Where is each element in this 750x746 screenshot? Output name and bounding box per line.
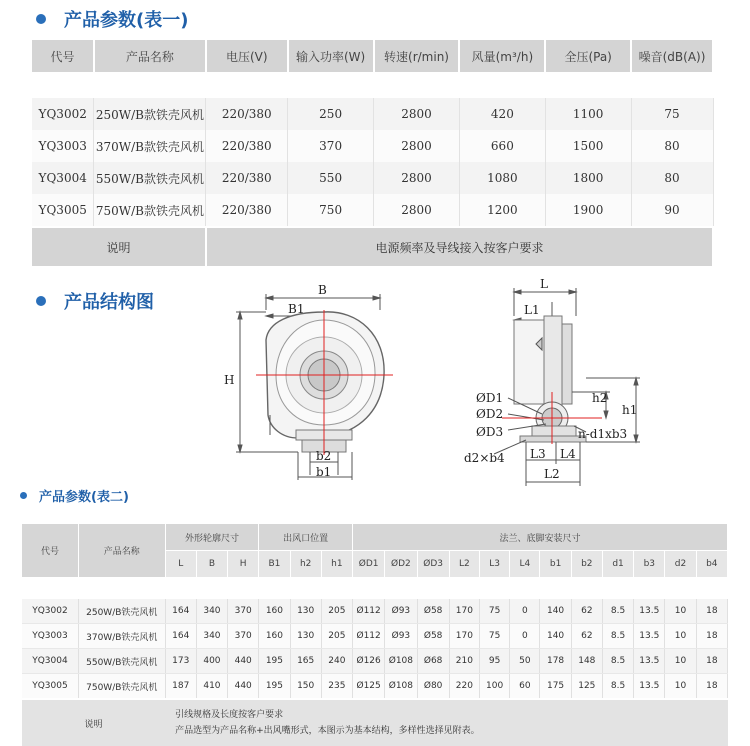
table-row [22, 674, 728, 700]
table1-note-label: 说明 [32, 227, 206, 266]
table-row [32, 194, 713, 227]
table2-cell: 50 [510, 649, 540, 674]
table2-cell: 410 [196, 674, 227, 700]
table2-cell: 205 [321, 624, 352, 649]
dim-label-n: n-d1xb3 [578, 427, 628, 441]
table2-cell: Ø126 [353, 649, 385, 674]
table2-cell: 210 [449, 649, 479, 674]
table2-cell: YQ3004 [22, 649, 78, 674]
table1-header-cell: 输入功率(W) [288, 40, 374, 72]
table2-cell: 62 [571, 624, 602, 649]
table2-cell: 10 [665, 674, 696, 700]
table1-cell: 420 [459, 98, 545, 130]
table2-cell: 550W/B铁壳风机 [78, 649, 165, 674]
table2-header-name: 产品名称 [78, 524, 165, 577]
table2-cell: Ø93 [385, 599, 417, 624]
table1-cell: 80 [631, 162, 713, 194]
table1-cell: YQ3003 [32, 130, 94, 162]
table-row [22, 649, 728, 674]
table2-cell: 340 [196, 599, 227, 624]
side-view-drawing [462, 276, 652, 488]
dim-label-L: L [540, 277, 548, 291]
table2-cell: Ø58 [417, 624, 449, 649]
table2-cell: 125 [571, 674, 602, 700]
table2-cell: 75 [480, 599, 510, 624]
table1-cell: 750W/B款铁壳风机 [94, 194, 206, 227]
table1-cell: 370 [288, 130, 374, 162]
table2-note-text [165, 699, 727, 746]
table2-subheader-cell: B1 [259, 551, 290, 578]
dim-label-B1: B1 [288, 302, 305, 316]
table2-cell: 187 [165, 674, 196, 700]
dim-label-H: H [224, 373, 235, 387]
table2-cell: 0 [510, 599, 540, 624]
table2-subheader-cell: H [228, 551, 259, 578]
table2-cell: 10 [665, 599, 696, 624]
table1-note-row [32, 227, 713, 266]
table1-cell: 220/380 [206, 98, 288, 130]
table2-subheader-cell: b4 [696, 551, 727, 578]
table2-subheader-cell: b1 [540, 551, 571, 578]
table2-header-group-outlet: 出风口位置 [259, 524, 353, 551]
dim-label-b2: b2 [316, 449, 332, 463]
table1-cell: 220/380 [206, 162, 288, 194]
table2-cell: 440 [228, 674, 259, 700]
table2-header-group-outline: 外形轮廓尺寸 [165, 524, 259, 551]
table1-cell: YQ3005 [32, 194, 94, 227]
table-row [32, 130, 713, 162]
table1-header-cell: 全压(Pa) [545, 40, 631, 72]
table2-cell: 10 [665, 624, 696, 649]
dim-label-L4: L4 [560, 447, 576, 461]
table1-cell: 1080 [459, 162, 545, 194]
table1-note-text: 电源频率及导线接入按客户要求 [206, 227, 713, 266]
table2-cell: 235 [321, 674, 352, 700]
table2-cell: Ø112 [353, 599, 385, 624]
table2-cell: 195 [259, 649, 290, 674]
table1-cell: 370W/B款铁壳风机 [94, 130, 206, 162]
table2-cell: YQ3002 [22, 599, 78, 624]
table-row [32, 98, 713, 130]
table1-header-cell: 产品名称 [94, 40, 206, 72]
table2-cell: 750W/B铁壳风机 [78, 674, 165, 700]
table2-cell: 8.5 [602, 624, 633, 649]
table2-cell: 164 [165, 624, 196, 649]
dim-label-D1: ØD1 [476, 391, 504, 405]
table2-cell: Ø112 [353, 624, 385, 649]
table2-cell: Ø108 [385, 649, 417, 674]
table2-cell: Ø68 [417, 649, 449, 674]
table2-cell: 205 [321, 599, 352, 624]
table2-cell: 18 [696, 674, 727, 700]
section-title-table1 [36, 6, 188, 32]
table2-cell: 0 [510, 624, 540, 649]
table2-subheader-cell: b3 [634, 551, 665, 578]
table2-cell: 370 [228, 624, 259, 649]
table2-cell: 140 [540, 599, 571, 624]
table2-note-label: 说明 [22, 699, 165, 746]
table1-cell: 660 [459, 130, 545, 162]
table2-subheader-cell: ØD1 [353, 551, 385, 578]
table1-header-cell: 代号 [32, 40, 94, 72]
section-title-table2 [20, 486, 129, 505]
dim-label-D2: ØD2 [476, 407, 504, 421]
table1-header-cell: 风量(m³/h) [459, 40, 545, 72]
table1-cell: 1500 [545, 130, 631, 162]
bullet-icon [36, 296, 46, 306]
table1-cell: 250W/B款铁壳风机 [94, 98, 206, 130]
table2-cell: 75 [480, 624, 510, 649]
table2-cell: 130 [290, 599, 321, 624]
table2-cell: 340 [196, 624, 227, 649]
dim-label-L2: L2 [544, 467, 560, 481]
table2-cell: Ø93 [385, 624, 417, 649]
table2-cell: 164 [165, 599, 196, 624]
table2-cell: 370 [228, 599, 259, 624]
table2-cell: 150 [290, 674, 321, 700]
table2-cell: 18 [696, 624, 727, 649]
table2-cell: 130 [290, 624, 321, 649]
table1-cell: 550W/B款铁壳风机 [94, 162, 206, 194]
table1-cell: 1200 [459, 194, 545, 227]
table2-subheader-cell: b2 [571, 551, 602, 578]
dim-label-b1: b1 [316, 465, 332, 479]
table2-cell: YQ3003 [22, 624, 78, 649]
table2-cell: 170 [449, 624, 479, 649]
table2-subheader-cell: L3 [480, 551, 510, 578]
table1-cell: 75 [631, 98, 713, 130]
dim-label-h2: h2 [592, 391, 608, 405]
table2-subheader-cell: d2 [665, 551, 696, 578]
table2-cell: 175 [540, 674, 571, 700]
table2-subheader-cell: L2 [449, 551, 479, 578]
table2-header-row [22, 524, 728, 551]
table1-cell: YQ3002 [32, 98, 94, 130]
table-row [22, 624, 728, 649]
table2-cell: 250W/B铁壳风机 [78, 599, 165, 624]
table2-cell: 195 [259, 674, 290, 700]
table2-cell: 18 [696, 599, 727, 624]
table1-cell: 1800 [545, 162, 631, 194]
dim-label-h1: h1 [622, 403, 638, 417]
table2-cell: 400 [196, 649, 227, 674]
table2-cell: 13.5 [634, 624, 665, 649]
table2-note-line: 引线规格及长度按客户要求 [175, 710, 284, 720]
table1-cell: 220/380 [206, 130, 288, 162]
table1-header-cell: 转速(r/min) [374, 40, 460, 72]
table-row [22, 599, 728, 624]
table2-cell: 8.5 [602, 649, 633, 674]
table2-cell: Ø125 [353, 674, 385, 700]
table2-cell: YQ3005 [22, 674, 78, 700]
table1-cell: 2800 [374, 162, 460, 194]
table1-cell: 550 [288, 162, 374, 194]
section-title-text: 产品参数(表一) [64, 10, 189, 31]
dim-label-d2: d2×b4 [464, 451, 505, 465]
table2-subheader-cell: d1 [602, 551, 633, 578]
table2-note-row [22, 699, 728, 746]
table1-cell: 220/380 [206, 194, 288, 227]
table1-cell: 750 [288, 194, 374, 227]
table2-cell: 18 [696, 649, 727, 674]
table2-cell: 13.5 [634, 649, 665, 674]
table2-subheader-cell: B [196, 551, 227, 578]
table2-cell: 160 [259, 599, 290, 624]
table1-header-cell: 噪音(dB(A)) [631, 40, 713, 72]
table2-cell: 170 [449, 599, 479, 624]
table2-cell: 100 [480, 674, 510, 700]
table2-cell: 370W/B铁壳风机 [78, 624, 165, 649]
table2-cell: Ø108 [385, 674, 417, 700]
dim-label-L3: L3 [530, 447, 546, 461]
table2-note-line: 产品选型为产品名称+出风嘴形式，本图示为基本结构，多样性选择见附表。 [175, 726, 480, 736]
table2-subheader-cell: L [165, 551, 196, 578]
table2-cell: 165 [290, 649, 321, 674]
table2-cell: 240 [321, 649, 352, 674]
table-row [32, 162, 713, 194]
table2-subheader-cell: L4 [510, 551, 540, 578]
table1-cell: 2800 [374, 130, 460, 162]
section-title-text: 产品参数(表二) [39, 490, 129, 505]
table2-cell: Ø80 [417, 674, 449, 700]
spec-table-2 [22, 524, 728, 746]
section-title-text: 产品结构图 [64, 292, 154, 313]
table2-cell: 95 [480, 649, 510, 674]
table2-cell: 60 [510, 674, 540, 700]
table2-cell: 8.5 [602, 599, 633, 624]
dim-label-D3: ØD3 [476, 425, 504, 439]
table2-subheader-cell: ØD3 [417, 551, 449, 578]
table1-cell: 2800 [374, 194, 460, 227]
table2-cell: 10 [665, 649, 696, 674]
table2-subheader-cell: h1 [321, 551, 352, 578]
table1-cell: 1100 [545, 98, 631, 130]
table1-cell: YQ3004 [32, 162, 94, 194]
spec-table-1 [32, 40, 714, 266]
table2-cell: Ø58 [417, 599, 449, 624]
table2-header-code: 代号 [22, 524, 78, 577]
table2-cell: 440 [228, 649, 259, 674]
table2-cell: 148 [571, 649, 602, 674]
table2-cell: 13.5 [634, 599, 665, 624]
table1-cell: 90 [631, 194, 713, 227]
front-view-drawing [218, 280, 408, 485]
table1-cell: 2800 [374, 98, 460, 130]
table1-cell: 80 [631, 130, 713, 162]
table2-subheader-cell: h2 [290, 551, 321, 578]
table1-cell: 1900 [545, 194, 631, 227]
table2-cell: 173 [165, 649, 196, 674]
table2-subheader-cell: ØD2 [385, 551, 417, 578]
table2-header-group-mount: 法兰、底脚安装尺寸 [353, 524, 728, 551]
bullet-icon [20, 492, 27, 499]
dim-label-B: B [318, 283, 327, 297]
table1-header-cell: 电压(V) [206, 40, 288, 72]
table1-header-row [32, 40, 713, 72]
table2-cell: 178 [540, 649, 571, 674]
table1-cell: 250 [288, 98, 374, 130]
table2-cell: 140 [540, 624, 571, 649]
table2-cell: 13.5 [634, 674, 665, 700]
dim-label-L1: L1 [524, 303, 540, 317]
section-title-drawing [36, 288, 154, 314]
table2-cell: 62 [571, 599, 602, 624]
table2-cell: 220 [449, 674, 479, 700]
bullet-icon [36, 14, 46, 24]
table2-cell: 160 [259, 624, 290, 649]
table2-cell: 8.5 [602, 674, 633, 700]
